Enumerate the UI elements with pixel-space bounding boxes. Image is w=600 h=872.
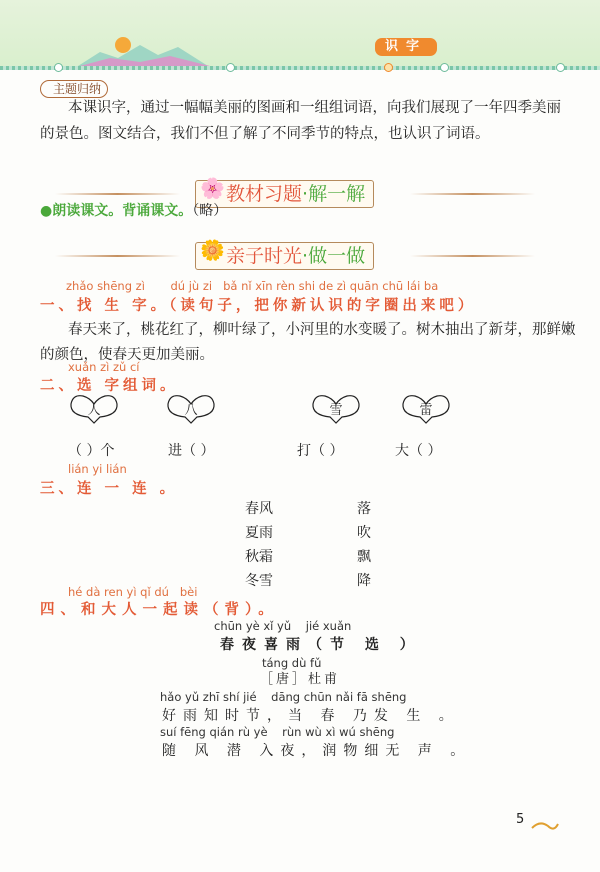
pinyin: hǎo yǔ zhī shí jié dāng chūn nǎi fā shēng (160, 690, 407, 704)
banner-dot: · (302, 245, 309, 267)
divider-dot (226, 63, 235, 72)
heart-char: 人 (87, 403, 101, 418)
pinyin: lián yi lián (68, 462, 127, 476)
divider-dot (440, 63, 449, 72)
divider (55, 255, 180, 257)
swirl-icon (530, 818, 560, 834)
pinyin: táng dù fǔ (262, 656, 322, 670)
summary-text: 的景色。图文结合，我们不但了解了不同季节的特点，也认识了词语。 (40, 126, 490, 142)
question-title: 四、和大人一起读（背）。 (40, 602, 279, 618)
header-divider (0, 66, 600, 70)
poem-author: ［唐］杜甫 (260, 672, 341, 687)
divider (410, 193, 535, 195)
banner-title: 教材习题 (226, 183, 303, 205)
divider-dot (54, 63, 63, 72)
pinyin: suí fēng qián rù yè rùn wù xì wú shēng (160, 725, 395, 739)
question-text: 春天来了，桃花红了，柳叶绿了，小河里的水变暖了。树木抽出了新芽，那鲜嫩 (68, 322, 576, 338)
question-title: 三、连 一 连 。 (40, 481, 179, 497)
banner-dot: · (302, 183, 309, 205)
divider (410, 255, 535, 257)
blank[interactable]: 打（ ） (297, 443, 344, 459)
summary-tag: 主题归纳 (40, 80, 108, 98)
pinyin: zhǎo shēng zì dú jù zi bǎ nǐ xīn rèn shi de zì quān chū lái ba (66, 279, 439, 293)
divider (55, 193, 180, 195)
match-left-item[interactable]: 冬雪 (245, 573, 273, 589)
heart-box (310, 393, 362, 427)
match-right-item[interactable]: 吹 (357, 525, 371, 541)
match-left-item[interactable]: 夏雨 (245, 525, 273, 541)
match-right-item[interactable]: 飘 (357, 549, 371, 565)
mountains-icon (0, 0, 600, 68)
match-right-item[interactable]: 降 (357, 573, 371, 589)
page-number: 5 (516, 812, 525, 827)
poem-line: 随 风 潜 入夜，润物细无 声 。 (162, 743, 472, 759)
heart-box (400, 393, 452, 427)
match-left-item[interactable]: 秋霜 (245, 549, 273, 565)
section-banner (195, 238, 374, 270)
divider-dot (556, 63, 565, 72)
pinyin: chūn yè xǐ yǔ jié xuǎn (214, 619, 352, 633)
poem-line: 好雨知时节，当 春 乃发 生 。 (162, 708, 460, 724)
heart-char: 雪 (329, 403, 343, 418)
match-left-item[interactable]: 春风 (245, 501, 273, 517)
question-title: 一、找 生 字。（读句子，把你新认识的字圈出来吧） (40, 298, 477, 314)
header-band (0, 0, 600, 68)
question-title: 二、选 字组词。 (40, 378, 179, 394)
banner-subtitle: 做一做 (308, 245, 366, 267)
blank[interactable]: 进（ ） (168, 443, 215, 459)
divider-dot (384, 63, 393, 72)
blank[interactable]: 大（ ） (395, 443, 442, 459)
poem-title: 春夜喜雨（节 选 ） (220, 637, 422, 653)
match-right-item[interactable]: 落 (357, 501, 371, 517)
section-tab: 识字 (375, 38, 437, 56)
lotus-icon: 🌸 (200, 176, 225, 200)
blank[interactable]: （ ）个 (68, 443, 115, 459)
summary-text: 本课识字，通过一幅幅美丽的图画和一组组词语，向我们展现了一年四季美丽 (68, 100, 561, 116)
task-line (40, 200, 227, 220)
task-text: ●朗读课文。背诵课文。 (40, 203, 193, 219)
heart-char: 八 (184, 403, 198, 418)
banner-subtitle: 解一解 (308, 183, 366, 205)
pinyin: hé dà ren yì qǐ dú bèi (68, 585, 198, 599)
banner-title: 亲子时光 (226, 245, 303, 267)
pinyin: xuǎn zì zǔ cí (68, 360, 140, 374)
question-text: 的颜色，使春天更加美丽。 (40, 347, 214, 363)
heart-char: 雷 (419, 403, 433, 418)
heart-box (68, 393, 120, 427)
heart-box (165, 393, 217, 427)
task-note: （略） (192, 203, 228, 219)
flower-icon: 🌼 (200, 238, 225, 262)
